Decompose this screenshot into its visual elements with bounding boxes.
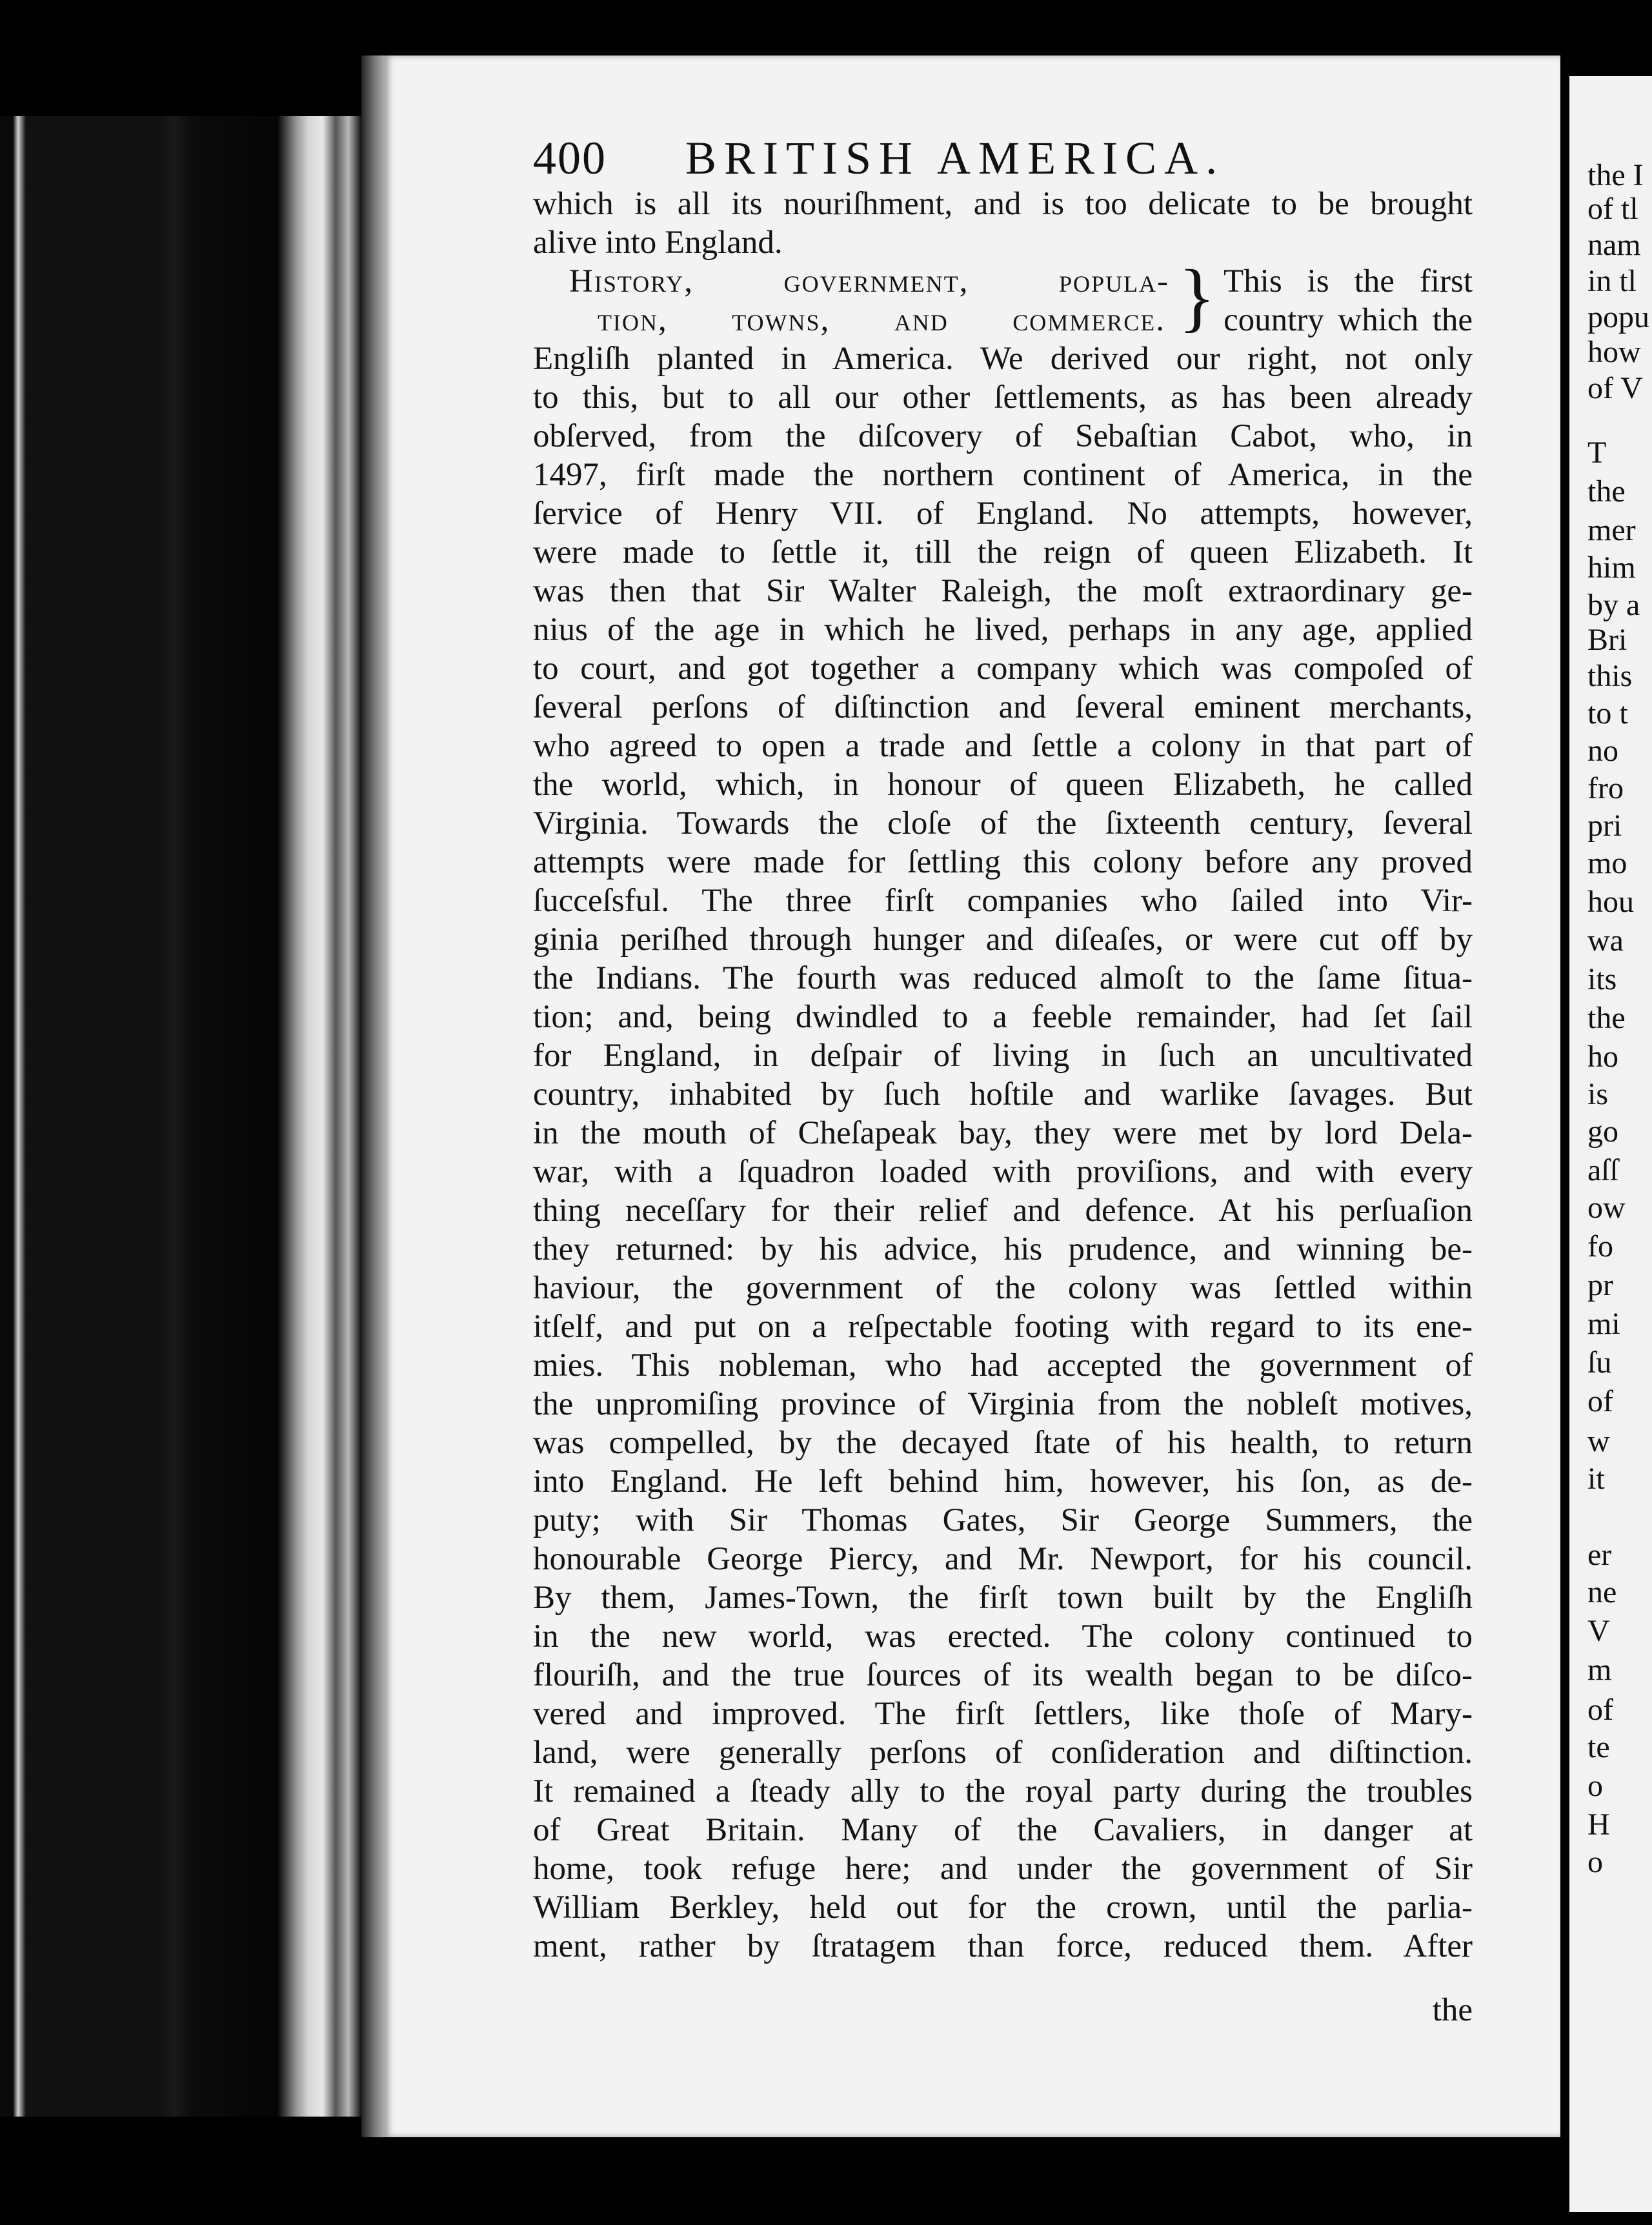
text-line: By them, James-Town, the firſt town built by the Engliſh bbox=[533, 1580, 1473, 1616]
text-line: the unpromiſing province of Virginia from the nobleſt motives, bbox=[533, 1386, 1473, 1422]
facing-page-edge bbox=[1569, 76, 1652, 2212]
running-header bbox=[533, 132, 1475, 190]
text-line: obſerved, from the diſcovery of Sebaſtian Cabot, who, in bbox=[533, 418, 1473, 454]
text-line: in the new world, was erected. The colony continued to bbox=[533, 1618, 1473, 1655]
text-line: Virginia. Towards the cloſe of the ſixteenth century, ſeveral bbox=[533, 805, 1473, 841]
facing-page-fragment: er bbox=[1587, 1538, 1612, 1572]
facing-page-fragment: pr bbox=[1587, 1268, 1613, 1302]
sidehead-text-line1: This is the first bbox=[1224, 263, 1473, 299]
facing-page-fragment: aſſ bbox=[1587, 1153, 1618, 1187]
section-sidehead bbox=[533, 254, 1473, 339]
facing-page-fragment: of V bbox=[1587, 371, 1643, 405]
facing-page-fragment: H bbox=[1587, 1807, 1610, 1842]
text-line: thing neceſſary for their relief and defence. At his perſuaſion bbox=[533, 1193, 1473, 1229]
facing-page-fragment: nam bbox=[1587, 228, 1641, 262]
facing-page-fragment: it bbox=[1587, 1462, 1605, 1496]
facing-page-fragment: o bbox=[1587, 1845, 1603, 1879]
text-line: for England, in deſpair of living in ſuch an uncultivated bbox=[533, 1038, 1473, 1074]
text-line: to court, and got together a company which was compoſed of bbox=[533, 650, 1473, 687]
text-line: ginia periſhed through hunger and diſeaſes, or were cut off by bbox=[533, 921, 1473, 958]
facing-page-fragment: te bbox=[1587, 1730, 1610, 1764]
sidehead-label-line1: History, government, popula- bbox=[569, 263, 1169, 299]
facing-page-fragment: go bbox=[1587, 1114, 1618, 1149]
text-line: the world, which, in honour of queen Elizabeth, he called bbox=[533, 767, 1473, 803]
page-body bbox=[533, 185, 1473, 1966]
book-left-edge bbox=[0, 116, 387, 2117]
text-line: home, took refuge here; and under the government of Sir bbox=[533, 1851, 1473, 1887]
sidehead-text-line2: country which the bbox=[1224, 302, 1473, 338]
text-line: ſervice of Henry VII. of England. No attempts, however, bbox=[533, 496, 1473, 532]
facing-page-fragment: m bbox=[1587, 1653, 1612, 1687]
text-line: the Indians. The fourth was reduced almoſt to the ſame ſitua- bbox=[533, 960, 1473, 996]
facing-page-fragment: ho bbox=[1587, 1040, 1618, 1074]
text-line: ſucceſsful. The three firſt companies who ſailed into Vir- bbox=[533, 883, 1473, 919]
text-line: vered and improved. The firſt ſettlers, like thoſe of Mary- bbox=[533, 1696, 1473, 1732]
text-line: tion; and, being dwindled to a feeble remainder, had ſet ſail bbox=[533, 999, 1473, 1035]
facing-page-fragment: of bbox=[1587, 1693, 1613, 1727]
text-line: of Great Britain. Many of the Cavaliers, in danger at bbox=[533, 1812, 1473, 1848]
text-line: in the mouth of Cheſapeak bay, they were met by lord Dela- bbox=[533, 1115, 1473, 1151]
book-gutter bbox=[361, 55, 387, 2137]
facing-page-fragment: the I bbox=[1587, 158, 1644, 192]
catchword: the bbox=[1432, 1992, 1473, 2028]
text-line: William Berkley, held out for the crown, until the parlia- bbox=[533, 1889, 1473, 1926]
opening-lines bbox=[533, 185, 1473, 262]
facing-page-fragment: no bbox=[1587, 734, 1618, 768]
text-line: haviour, the government of the colony was ſettled within bbox=[533, 1270, 1473, 1306]
text-line: ſeveral perſons of diſtinction and ſeveral eminent merchants, bbox=[533, 689, 1473, 725]
facing-page-fragment: the bbox=[1587, 474, 1626, 508]
facing-page-fragment: fro bbox=[1587, 771, 1624, 805]
text-line: Engliſh planted in America. We derived our right, not only bbox=[533, 341, 1473, 377]
facing-page-fragment: mo bbox=[1587, 846, 1627, 880]
text-line: was compelled, by the decayed ſtate of his health, to return bbox=[533, 1425, 1473, 1461]
running-title: BRITISH AMERICA. bbox=[685, 132, 1225, 184]
text-line: mies. This nobleman, who had accepted the government of bbox=[533, 1347, 1473, 1384]
facing-page-fragment: of tl bbox=[1587, 192, 1638, 226]
text-line: were made to ſettle it, till the reign of queen Elizabeth. It bbox=[533, 534, 1473, 570]
facing-page-fragment: this bbox=[1587, 659, 1633, 693]
text-line: puty; with Sir Thomas Gates, Sir George Summers, the bbox=[533, 1502, 1473, 1538]
body-paragraph bbox=[533, 339, 1473, 1966]
facing-page-fragment: mer bbox=[1587, 513, 1636, 547]
page-number: 400 bbox=[533, 132, 607, 184]
text-line: country, inhabited by ſuch hoſtile and warlike ſavages. But bbox=[533, 1076, 1473, 1112]
facing-page-fragment: how bbox=[1587, 335, 1641, 369]
text-line: was then that Sir Walter Raleigh, the moſt extraordinary ge- bbox=[533, 573, 1473, 609]
facing-page-fragment: mi bbox=[1587, 1307, 1620, 1341]
facing-page-fragment: wa bbox=[1587, 923, 1624, 958]
facing-page-fragment: is bbox=[1587, 1077, 1609, 1111]
facing-page-fragment: hou bbox=[1587, 885, 1634, 919]
facing-page-fragment: o bbox=[1587, 1769, 1603, 1803]
facing-page-fragment: to t bbox=[1587, 696, 1628, 730]
text-line: attempts were made for ſettling this colony before any proved bbox=[533, 844, 1473, 880]
facing-page-fragment: ne bbox=[1587, 1575, 1617, 1609]
text-line: land, were generally perſons of conſideration and diſtinction. bbox=[533, 1735, 1473, 1771]
facing-page-fragment: ſu bbox=[1587, 1345, 1612, 1380]
text-line: nius of the age in which he lived, perhaps in any age, applied bbox=[533, 612, 1473, 648]
facing-page-fragment: by a bbox=[1587, 588, 1640, 622]
text-line: alive into England. bbox=[533, 225, 783, 261]
facing-page-fragment: pri bbox=[1587, 809, 1622, 843]
facing-page-fragment: w bbox=[1587, 1424, 1610, 1458]
facing-page-fragment: V bbox=[1587, 1614, 1610, 1648]
text-line: who agreed to open a trade and ſettle a colony in that part of bbox=[533, 728, 1473, 764]
text-line: which is all its nouriſhment, and is too delicate to be brought bbox=[533, 186, 1473, 222]
text-line: flouriſh, and the true ſources of its wealth began to be diſco- bbox=[533, 1657, 1473, 1693]
facing-page-fragment: popu bbox=[1587, 300, 1649, 334]
facing-page-fragment: its bbox=[1587, 962, 1617, 996]
facing-page-fragment: of bbox=[1587, 1384, 1613, 1418]
facing-page-fragment: T bbox=[1587, 436, 1607, 470]
text-line: It remained a ſteady ally to the royal party during the troubles bbox=[533, 1773, 1473, 1809]
facing-page-fragment: Bri bbox=[1587, 623, 1627, 657]
sidehead-brace: } bbox=[1178, 254, 1216, 339]
facing-page-fragment: ow bbox=[1587, 1191, 1626, 1225]
text-line: war, with a ſquadron loaded with proviſions, and with every bbox=[533, 1154, 1473, 1190]
text-line: to this, but to all our other ſettlements, as has been already bbox=[533, 379, 1473, 416]
book-page bbox=[385, 55, 1560, 2137]
text-line: itſelf, and put on a reſpectable footing with regard to its ene- bbox=[533, 1309, 1473, 1345]
sidehead-label-line2: tion, towns, and commerce. bbox=[598, 302, 1165, 338]
facing-page-fragment: the bbox=[1587, 1001, 1626, 1035]
text-line: ment, rather by ſtratagem than force, reduced them. After bbox=[533, 1928, 1473, 1964]
facing-page-fragment: him bbox=[1587, 550, 1636, 585]
facing-page-fragment: fo bbox=[1587, 1229, 1613, 1264]
facing-page-fragment: in tl bbox=[1587, 264, 1637, 298]
text-line: they returned: by his advice, his prudence, and winning be- bbox=[533, 1231, 1473, 1267]
text-line: honourable George Piercy, and Mr. Newport, for his council. bbox=[533, 1541, 1473, 1577]
text-line: 1497, firſt made the northern continent of America, in the bbox=[533, 457, 1473, 493]
text-line: into England. He left behind him, however, his ſon, as de- bbox=[533, 1464, 1473, 1500]
